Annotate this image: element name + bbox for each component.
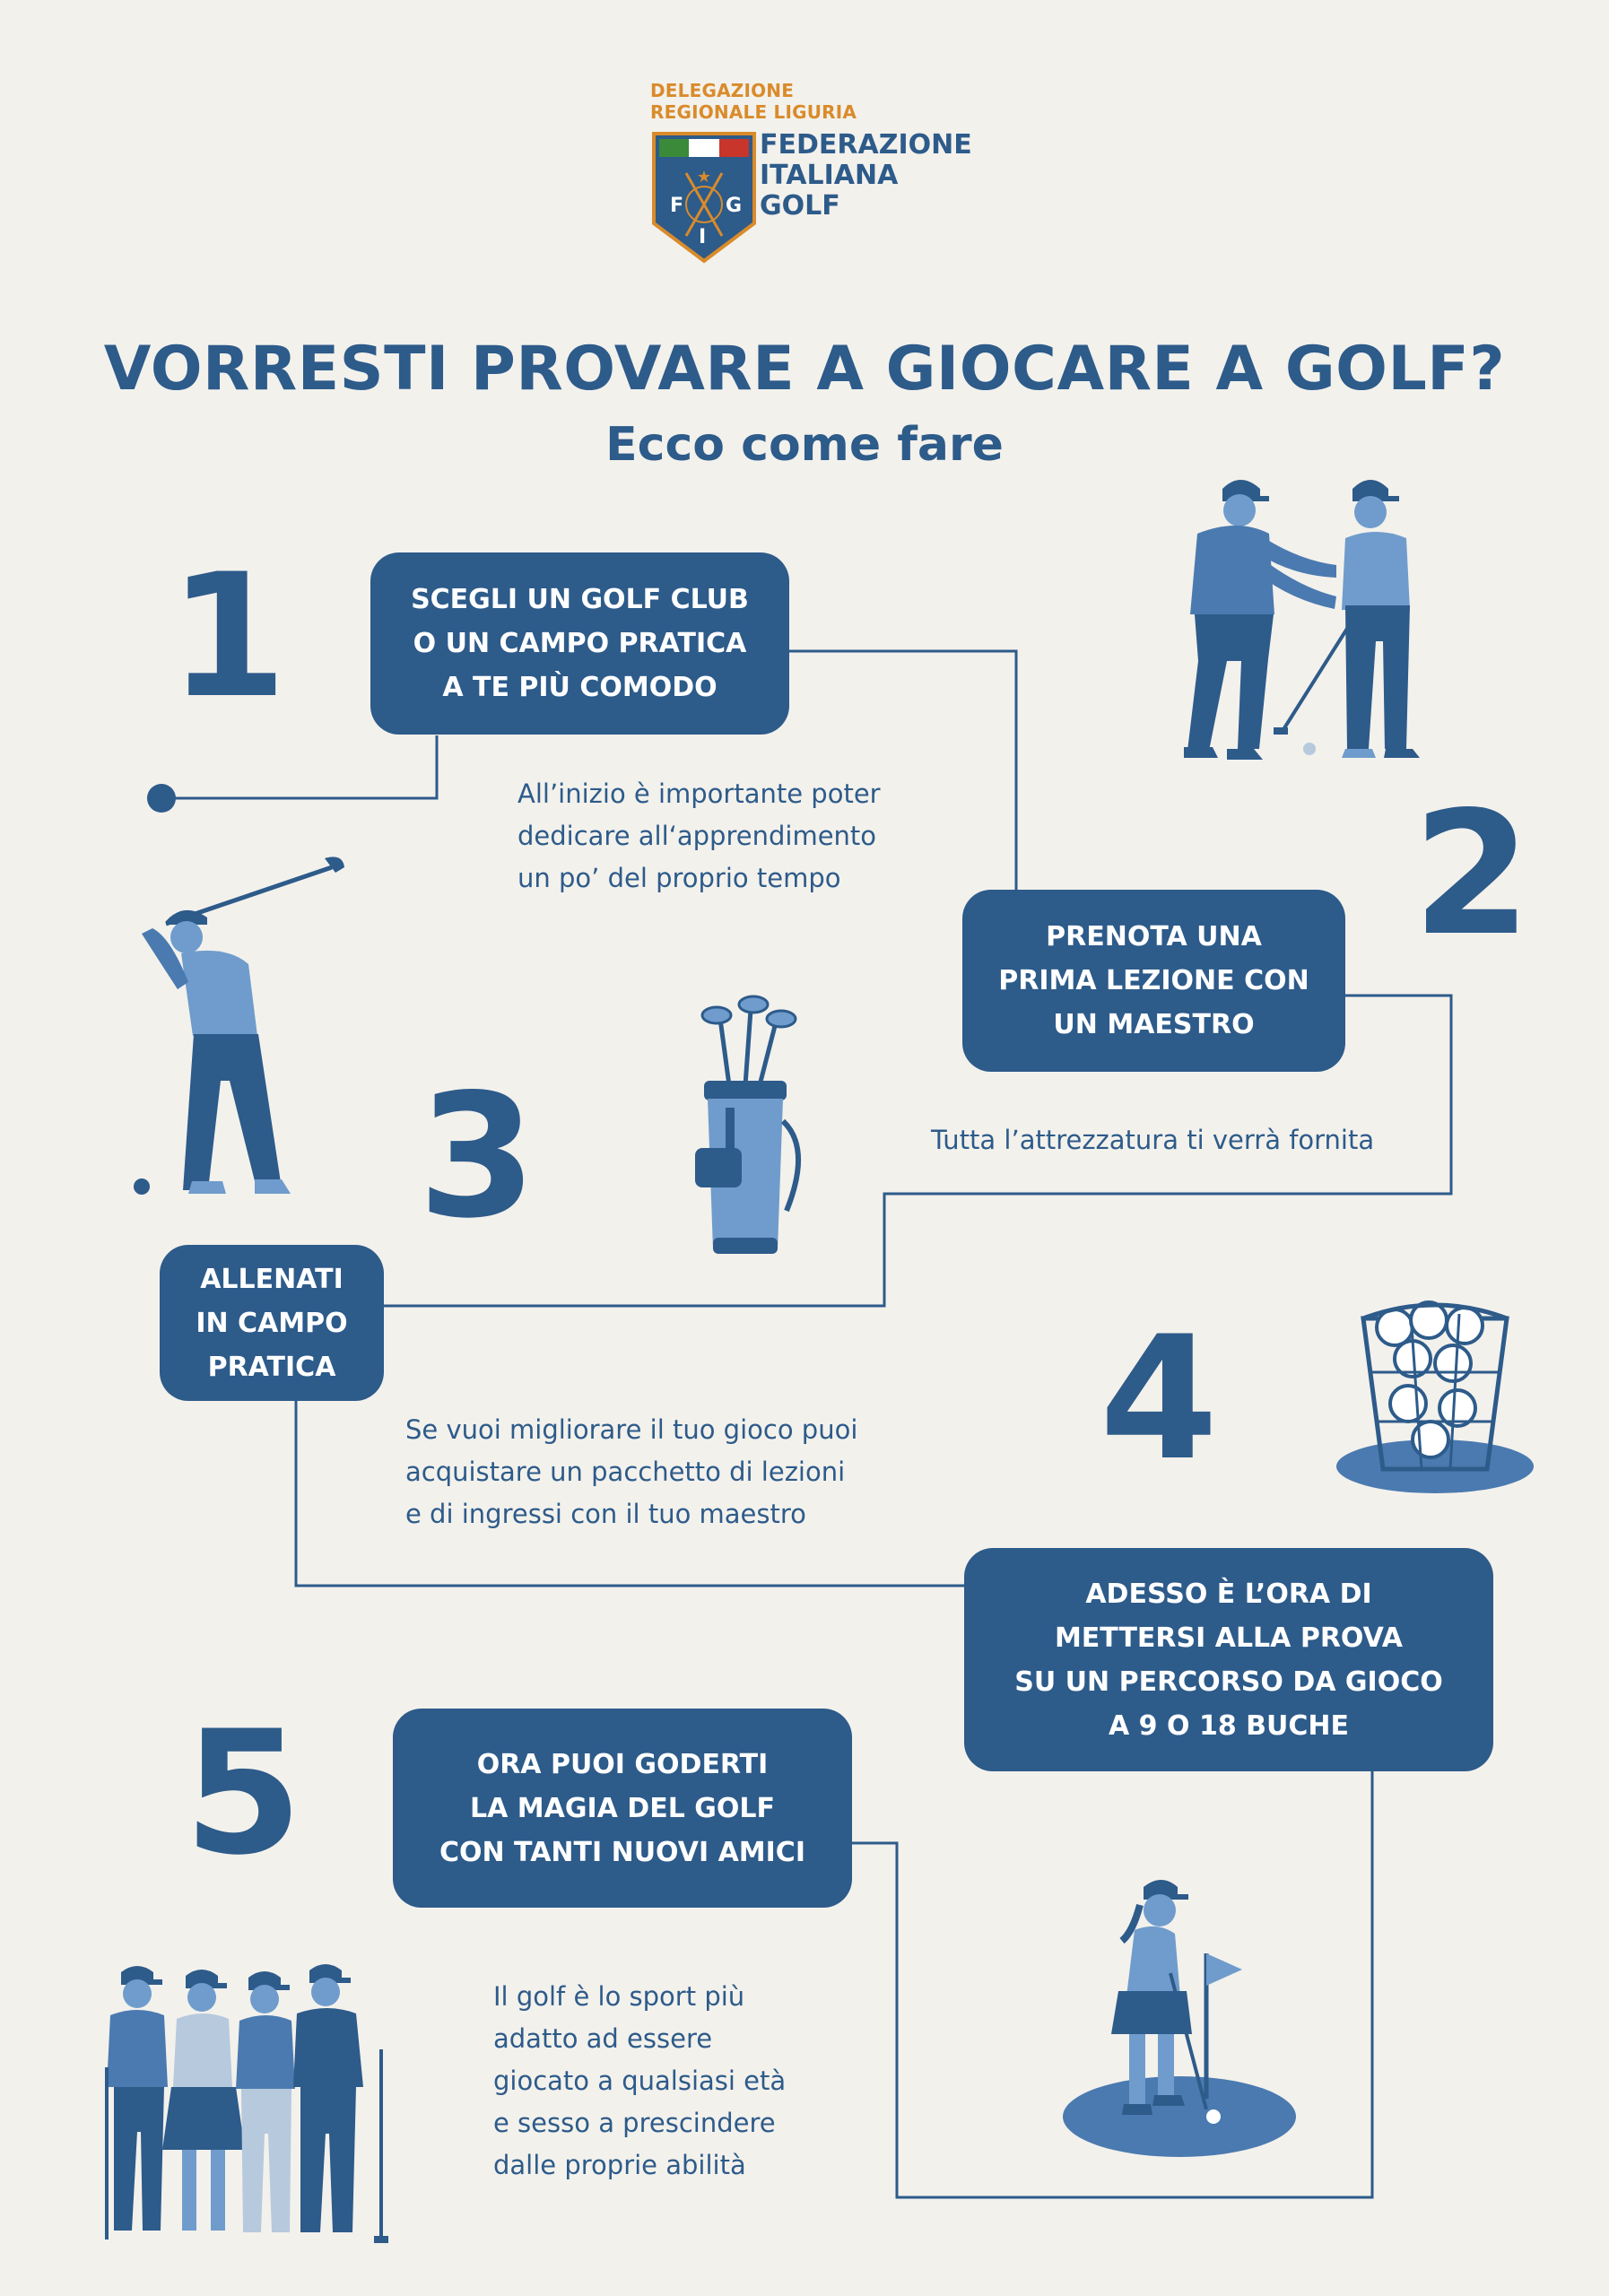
step-1-line-2: O UN CAMPO PRATICA [413,628,747,659]
golf-friends-icon [94,1960,435,2256]
step-2-line-2: PRIMA LEZIONE CON [998,965,1309,996]
delegation-line-1: DELEGAZIONE [650,80,795,101]
step-5-description-line-2: adatto ad essere [493,2023,713,2054]
shield-letter-g: G [726,195,743,217]
svg-text:★: ★ [696,168,712,187]
step-3-line-3: PRATICA [207,1351,336,1383]
step-5-line-1: ORA PUOI GODERTI [476,1748,769,1780]
golf-bag-icon [677,987,812,1265]
step-3-description [405,1409,857,1535]
step-3-line-2: IN CAMPO [196,1307,348,1339]
step-1-description-line-2: dedicare all‘apprendimento [517,821,877,851]
page-title: VORRESTI PROVARE A GIOCARE A GOLF? [103,334,1506,404]
step-4-line-4: A 9 O 18 BUCHE [1109,1709,1349,1742]
step-3-description-line-1: Se vuoi migliorare il tuo gioco puoi [405,1414,858,1445]
step-5-box [393,1709,852,1908]
step-2-line-3: UN MAESTRO [1053,1009,1255,1040]
step-4-line-1: ADESSO È L’ORA DI [1085,1578,1372,1610]
step-2-description [931,1119,1374,1161]
ball-basket-icon [1323,1274,1547,1498]
step-1-description [517,773,881,900]
step-3-description-line-2: acquistare un pacchetto di lezioni [405,1457,846,1487]
federation-line-3: GOLF [760,190,840,222]
step-3-line-1: ALLENATI [200,1263,344,1295]
page-subtitle: Ecco come fare [605,418,1004,472]
step-3-box [160,1245,384,1401]
delegation-line-2: REGIONALE LIGURIA [650,101,857,123]
shield-letter-f: F [670,195,684,217]
step-5-line-3: CON TANTI NUOVI AMICI [439,1836,805,1868]
connector-start [161,735,437,798]
step-5-line-2: LA MAGIA DEL GOLF [470,1792,775,1824]
fig-shield-icon [650,130,758,265]
golf-swing-icon [81,848,368,1197]
step-1-number: 1 [169,537,288,735]
shield-letter-i: I [699,226,707,248]
step-5-description [493,1976,786,2187]
step-2-box [962,890,1345,1072]
step-3-number: 3 [418,1057,537,1256]
step-1-description-line-3: un po’ del proprio tempo [517,863,841,893]
step-1-description-line-1: All’inizio è importante poter [517,778,881,809]
federation-line-1: FEDERAZIONE [760,129,972,161]
step-5-description-line-5: dalle proprie abilità [493,2150,746,2180]
step-5-description-line-1: Il golf è lo sport più [493,1981,745,2012]
step-3-description-line-3: e di ingressi con il tuo maestro [405,1499,806,1529]
step-2-number: 2 [1413,775,1532,973]
step-4-number: 4 [1100,1300,1219,1498]
fig-logo [650,76,991,265]
step-2-line-1: PRENOTA UNA [1046,921,1262,952]
step-4-line-3: SU UN PERCORSO DA GIOCO [1014,1665,1443,1698]
start-dot [147,784,176,813]
step-1-line-3: A TE PIÙ COMODO [442,672,718,703]
golf-putting-icon [1054,1874,1296,2161]
step-4-box [964,1548,1493,1771]
step-5-description-line-4: e sesso a prescindere [493,2108,776,2138]
federation-line-2: ITALIANA [760,160,899,191]
step-4-line-2: METTERSI ALLA PROVA [1054,1622,1404,1654]
step-1-box [370,552,789,735]
step-1-line-1: SCEGLI UN GOLF CLUB [411,584,749,615]
golf-lesson-icon [1130,453,1462,780]
step-5-number: 5 [184,1694,303,1892]
step-5-description-line-3: giocato a qualsiasi età [493,2066,787,2096]
step-2-description-line-1: Tutta l’attrezzatura ti verrà fornita [931,1125,1375,1155]
